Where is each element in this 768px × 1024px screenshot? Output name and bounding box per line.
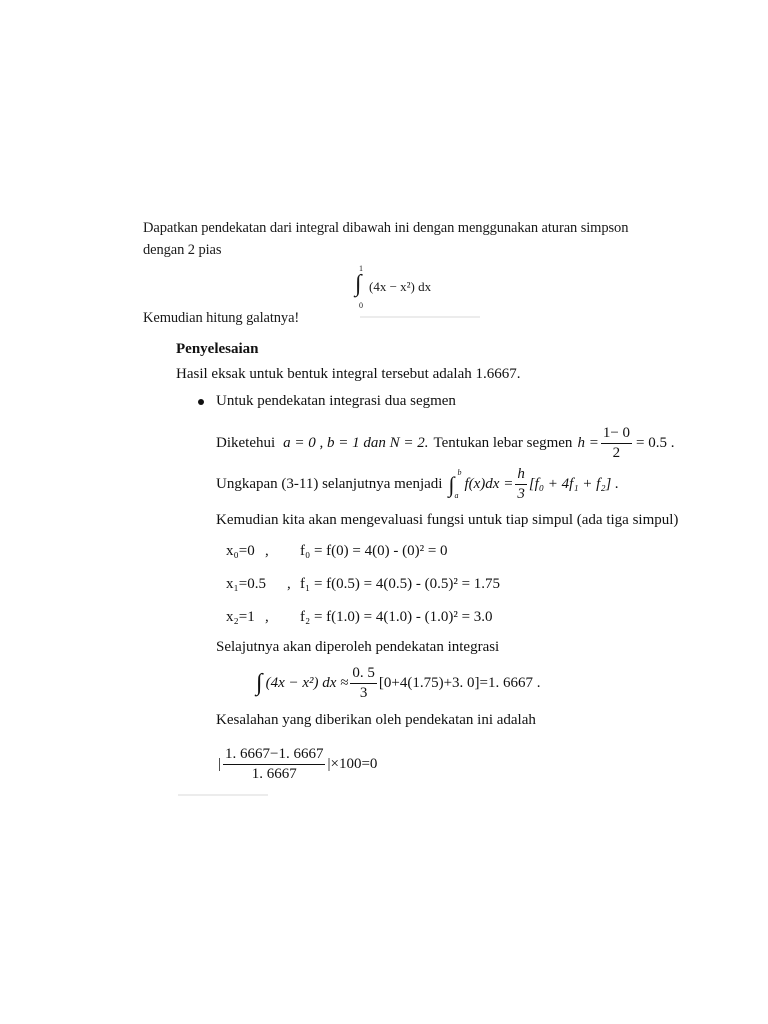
question-line-3: Kemudian hitung galatnya! [143, 310, 300, 326]
known-prefix: Diketehui [216, 434, 276, 451]
coef-numerator: h [515, 466, 527, 485]
node-x0: x₀=0 [226, 543, 255, 559]
integral-lower-limit: 0 [359, 301, 363, 310]
question-line-2: dengan 2 pias [143, 242, 222, 258]
bullet-text: Untuk pendekatan integrasi dua segmen [216, 393, 456, 409]
exact-result-sentence: Hasil eksak untuk bentuk integral tersebut adalah 1.6667. [176, 366, 521, 382]
h-label: h = [577, 434, 599, 451]
approx-rest: [0+4(1.75)+3. 0]=1. 6667 . [378, 674, 541, 691]
node-x1: x₁=0.5 [226, 576, 266, 592]
error-rest: |×100=0 [327, 755, 378, 772]
node-f1: f₁ = f(0.5) = 4(0.5) - (0.5)² = 1.75 [300, 576, 501, 592]
question-integral [355, 264, 445, 310]
coef-denominator: 3 [517, 485, 525, 502]
error-formula [218, 742, 377, 786]
h-denominator: 2 [612, 444, 621, 461]
node-sep-2: , [265, 609, 269, 625]
expression-rhs: [f₀ + 4f₁ + f₂] . [528, 475, 619, 492]
scan-artifact [360, 316, 480, 318]
node-sep-0: , [265, 543, 269, 559]
h-fraction [601, 425, 632, 461]
node-x2: x₂=1 [226, 609, 255, 625]
known-values: a = 0 , b = 1 dan N = 2. [283, 434, 429, 451]
approx-integral-sign: ∫ [256, 669, 263, 696]
question-integrand: (4x − x²) dx [369, 279, 432, 294]
error-fraction [223, 746, 325, 782]
h-result: = 0.5 . [636, 434, 675, 451]
node-f2: f₂ = f(1.0) = 4(1.0) - (1.0)² = 3.0 [300, 609, 493, 625]
error-numerator: 1. 6667−1. 6667 [223, 746, 325, 765]
h-numerator: 1− 0 [601, 425, 632, 444]
question-line-1: Dapatkan pendekatan dari integral dibawah ini dengan menggunakan aturan simpson [143, 220, 629, 236]
approx-denominator: 3 [359, 684, 368, 701]
bullet-icon [198, 399, 204, 405]
expression-prefix: Ungkapan (3-11) selanjutnya menjadi [216, 475, 443, 492]
error-abs-open: | [218, 755, 222, 772]
scan-artifact [178, 794, 268, 796]
known-instruction: Tentukan lebar segmen [433, 434, 573, 451]
error-denominator: 1. 6667 [251, 765, 297, 782]
approx-sentence: Selajutnya akan diperoleh pendekatan integrasi [216, 639, 500, 655]
expression-line [216, 466, 619, 502]
expression-lhs: f(x)dx = [464, 475, 514, 492]
solution-heading: Penyelesaian [176, 341, 259, 357]
known-values-line [216, 425, 675, 461]
evaluate-sentence: Kemudian kita akan mengevaluasi fungsi untuk tiap simpul (ada tiga simpul) [216, 512, 679, 528]
expression-integral-sign: ∫ b a [448, 468, 462, 500]
integral-upper-limit: 1 [359, 264, 363, 273]
node-f0: f₀ = f(0) = 4(0) - (0)² = 0 [300, 543, 448, 559]
approx-fraction [350, 665, 377, 701]
expression-coefficient [515, 466, 527, 502]
node-sep-1: , [287, 576, 291, 592]
error-sentence: Kesalahan yang diberikan oleh pendekatan ini adalah [216, 712, 536, 728]
approx-integrand: (4x − x²) dx ≈ [265, 674, 349, 691]
integral-sign: ∫ [355, 271, 362, 297]
approx-formula [256, 662, 541, 704]
approx-numerator: 0. 5 [350, 665, 377, 684]
